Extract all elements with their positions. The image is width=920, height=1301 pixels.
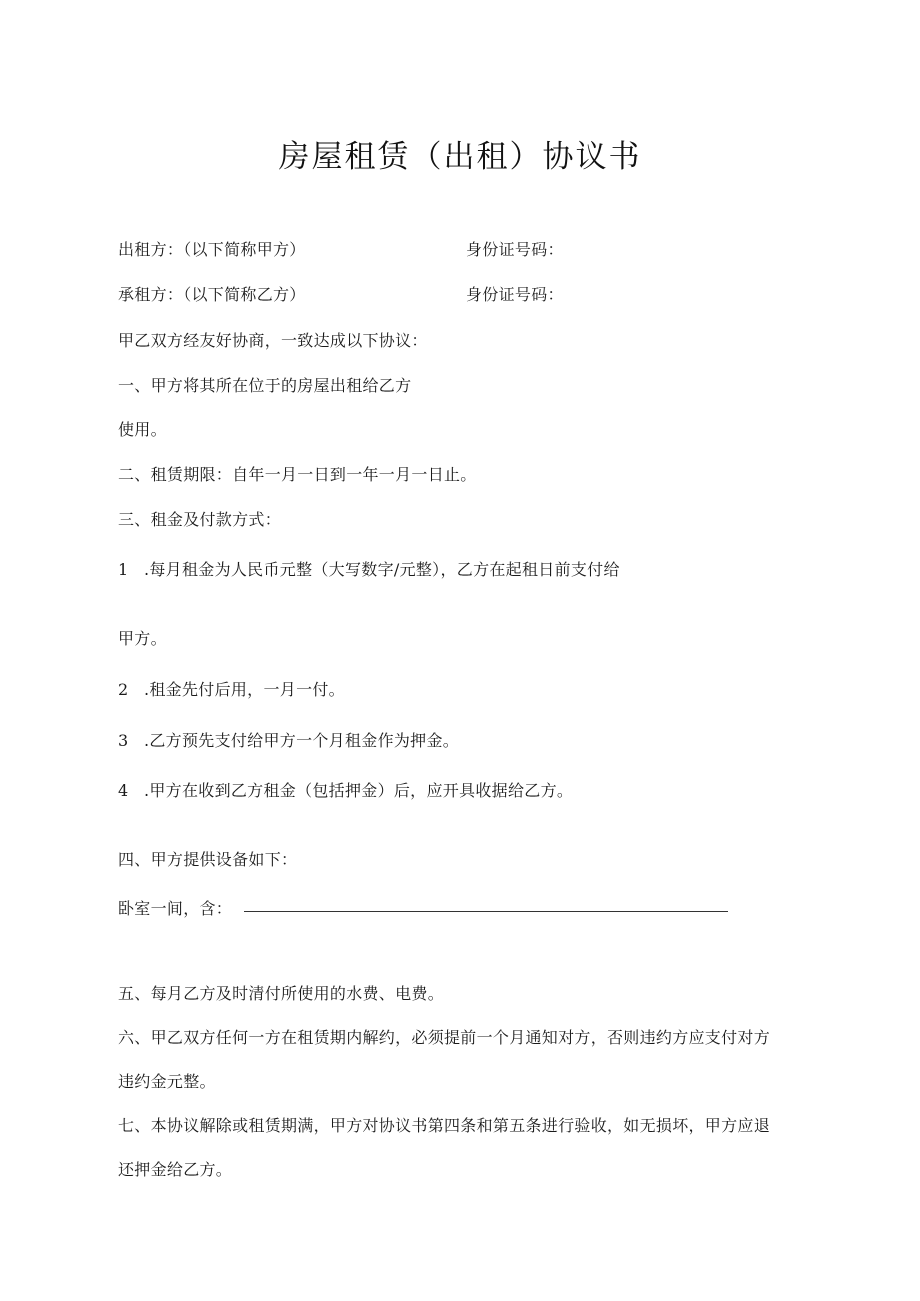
lessor-row (118, 238, 306, 262)
item-number: 4 (118, 781, 129, 800)
item-text: .租金先付后用，一月一付。 (144, 680, 345, 699)
clause-6-line-2: 违约金元整。 (118, 1072, 216, 1091)
payment-item-3 (118, 729, 459, 753)
item-text: .乙方预先支付给甲方一个月租金作为押金。 (144, 731, 460, 750)
item-number: 1 (118, 560, 129, 579)
clause-6-line-1: 六、甲乙双方任何一方在租赁期内解约，必须提前一个月通知对方，否则违约方应支付对方 (118, 1028, 771, 1047)
clause-1-line-1: 一、甲方将其所在位于的房屋出租给乙方 (118, 376, 412, 395)
clause-2: 二、租赁期限：自年一月一日到一年一月一日止。 (118, 465, 477, 484)
bedroom-row (118, 897, 728, 921)
bedroom-label: 卧室一间，含： (118, 899, 233, 918)
payment-item-2 (118, 678, 345, 702)
lessee-label: 承租方：（以下简称乙方） (118, 285, 306, 304)
lessor-id-label: 身份证号码： (466, 240, 564, 259)
item-number: 2 (118, 680, 129, 699)
lessee-id-label: 身份证号码： (466, 285, 564, 304)
intro-text: 甲乙双方经友好协商，一致达成以下协议： (118, 331, 428, 350)
lessee-row (118, 283, 306, 307)
clause-3-heading: 三、租金及付款方式： (118, 510, 282, 529)
clause-5: 五、每月乙方及时清付所使用的水费、电费。 (118, 984, 445, 1003)
payment-item-4 (118, 779, 573, 803)
document-title: 房屋租赁（出租）协议书 (278, 139, 642, 175)
item-text: .每月租金为人民币元整（大写数字/元整），乙方在起租日前支付给 (144, 560, 620, 579)
clause-7-line-1: 七、本协议解除或租赁期满，甲方对协议书第四条和第五条进行验收，如无损坏，甲方应退 (118, 1116, 771, 1135)
clause-7-line-2: 还押金给乙方。 (118, 1160, 233, 1179)
blank-underline (244, 911, 728, 912)
payment-item-1-continued: 甲方。 (118, 629, 167, 648)
item-number: 3 (118, 731, 129, 750)
item-text: .甲方在收到乙方租金（包括押金）后，应开具收据给乙方。 (144, 781, 574, 800)
clause-4-heading: 四、甲方提供设备如下： (118, 850, 298, 869)
clause-1-line-2: 使用。 (118, 420, 167, 439)
lessor-label: 出租方：（以下简称甲方） (118, 240, 306, 259)
payment-item-1 (118, 558, 620, 582)
